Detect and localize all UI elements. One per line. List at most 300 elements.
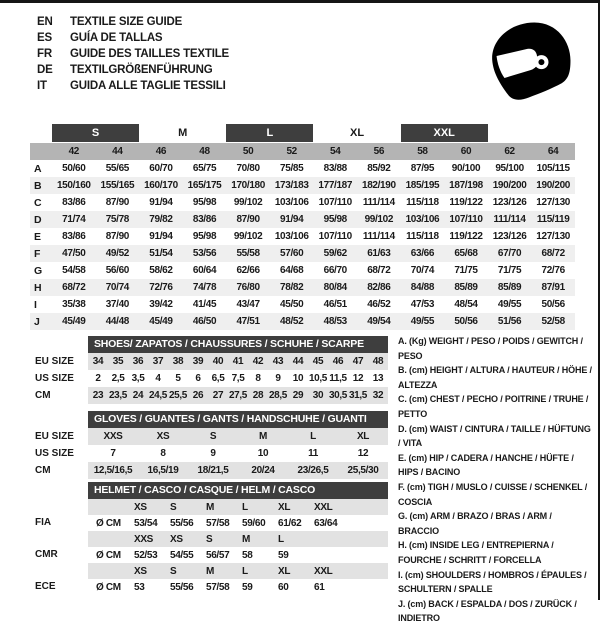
value-cell: 5 (175, 373, 181, 384)
shoes-size-table (30, 336, 388, 404)
value-cell: 30 (312, 390, 324, 401)
value-cell: 11 (308, 448, 318, 459)
value-cell: 10 (257, 448, 269, 459)
guide-title: GUIDE DES TAILLES TEXTILE (70, 48, 229, 60)
measurement-cell: 49/55 (497, 299, 522, 310)
value-cell: 18/21,5 (197, 465, 229, 476)
measurement-cell: 115/118 (406, 197, 439, 208)
row-label: FIA (35, 517, 52, 528)
value-cell: 25,5 (168, 390, 188, 401)
measurement-cell: 95/98 (323, 214, 347, 225)
size-number-cell: 48 (199, 146, 210, 157)
measurement-cell: 84/88 (410, 282, 435, 293)
value-cell: 27,5 (228, 390, 248, 401)
value-cell: 55/56 (170, 581, 194, 593)
measurement-cell: 83/88 (323, 163, 347, 174)
value-cell: 11,5 (329, 373, 347, 384)
row-label (30, 499, 88, 515)
value-cell: 29 (292, 390, 304, 401)
measurement-cell: 45/49 (149, 316, 173, 327)
value-cell: 44 (292, 356, 304, 367)
section-title: HELMET / CASCO / CASQUE / HELM / CASCO (94, 484, 316, 496)
measurement-cell: 62/66 (236, 265, 260, 276)
measurement-cell: 49/52 (105, 248, 129, 259)
section-title: GLOVES / GUANTES / GANTS / HANDSCHUHE / GUANTI (94, 413, 367, 425)
row-values (88, 370, 388, 387)
unit-label: Ø CM (96, 581, 121, 593)
value-cell: S (206, 533, 213, 545)
value-cell: 37 (152, 356, 164, 367)
measurement-cell: 55/65 (105, 163, 129, 174)
value-cell: 54/55 (170, 549, 194, 561)
measurement-cell: 63/66 (410, 248, 435, 259)
measurement-cell: 70/80 (236, 163, 260, 174)
sub-table-row (30, 462, 388, 479)
size-number-cell: 60 (460, 146, 472, 157)
measurement-cell: 107/110 (318, 231, 352, 242)
sub-table-row (30, 353, 388, 370)
size-number-cell: 62 (504, 146, 515, 157)
value-cell: 24,5 (148, 390, 168, 401)
measurement-row (30, 228, 575, 245)
language-code: EN (37, 16, 53, 28)
measurement-cell: 103/106 (274, 197, 309, 208)
measurement-cell: 82/86 (367, 282, 391, 293)
sub-table-row (30, 579, 388, 595)
measurement-cell: 87/90 (236, 214, 260, 225)
value-cell: 26 (192, 390, 204, 401)
measurement-cell: 68/72 (62, 282, 86, 293)
size-number-cell: 64 (547, 146, 559, 157)
measurement-cell: 170/180 (231, 180, 265, 191)
sub-table-row (30, 370, 388, 387)
value-cell: 6,5 (211, 373, 225, 384)
value-cell: 10 (292, 373, 304, 384)
measurement-cell: 39/42 (149, 299, 173, 310)
size-group-cell: XXL (401, 124, 488, 142)
guide-title: TEXTILE SIZE GUIDE (70, 16, 183, 28)
measurement-cell: 85/89 (454, 282, 478, 293)
sub-table-row (30, 515, 388, 531)
measurement-cell: 111/114 (493, 214, 526, 225)
value-cell: 58 (242, 549, 253, 561)
measurement-cell: 35/38 (62, 299, 86, 310)
size-number-cell: 58 (417, 146, 428, 157)
legend-item: F. (cm) TIGH / MUSLO / CUISSE / SCHENKEL / COSCIA (398, 481, 588, 507)
measurement-cell: 45/50 (280, 299, 304, 310)
legend-item: J. (cm) BACK / ESPALDA / DOS / ZURÜCK / INDIETRO (398, 598, 577, 624)
measurement-cell: 71/74 (62, 214, 86, 225)
row-label (30, 531, 88, 547)
measurement-cell: 72/76 (149, 282, 173, 293)
measurement-cell: 66/70 (323, 265, 347, 276)
value-cell: 31,5 (348, 390, 368, 401)
value-cell: 41 (232, 356, 244, 367)
measurement-row (30, 296, 575, 313)
measurement-cell: 182/190 (361, 180, 396, 191)
row-letter-label: F (34, 247, 41, 260)
row-values (88, 515, 388, 531)
measurement-cell: 127/130 (536, 231, 570, 242)
value-cell: 9 (275, 373, 281, 384)
section-header-bar (88, 336, 388, 353)
legend-item: A. (Kg) WEIGHT / PESO / POIDS / GEWITCH / PESO (398, 336, 583, 361)
value-cell: 8 (160, 448, 166, 459)
value-cell: M (206, 565, 214, 577)
sub-table-row (30, 387, 388, 404)
legend-item: G. (cm) ARM / BRAZO / BRAS / ARM / BRACCIO (398, 511, 552, 536)
value-cell: 20/24 (251, 465, 275, 476)
value-cell: 16,5/19 (147, 465, 179, 476)
value-cell: 24 (132, 390, 144, 401)
measurement-cell: 70/74 (105, 282, 129, 293)
legend-item: I. (cm) SHOULDERS / HOMBROS / ÉPAULES / SCHULTERN / SPALLE (398, 569, 587, 595)
value-cell: 8 (255, 373, 261, 384)
size-group-row (30, 124, 575, 142)
measurement-cell: 150/160 (56, 180, 91, 191)
measurement-cell: 111/114 (362, 197, 395, 208)
value-cell: 46 (332, 356, 344, 367)
value-cell: M (242, 533, 250, 545)
measurement-cell: 91/94 (149, 197, 173, 208)
measurement-cell: 99/102 (364, 214, 394, 225)
row-letter-label: I (34, 298, 37, 311)
measurement-cell: 107/110 (318, 197, 352, 208)
value-cell: 12,5/16,5 (93, 465, 133, 476)
measurement-cell: 123/126 (492, 197, 527, 208)
value-cell: 7 (110, 448, 116, 459)
language-row (37, 78, 229, 94)
section-title: SHOES/ ZAPATOS / CHAUSSURES / SCHUHE / SCARPE (94, 338, 364, 350)
measurement-cell: 87/90 (105, 231, 129, 242)
value-cell: 30,5 (328, 390, 348, 401)
measurement-cell: 54/58 (62, 265, 86, 276)
measurement-cell: 115/118 (406, 231, 439, 242)
guide-title: GUIDA ALLE TAGLIE TESSILI (70, 80, 226, 92)
language-code: ES (37, 32, 52, 44)
measurement-cell: 119/122 (449, 197, 483, 208)
value-cell: 59 (278, 549, 289, 561)
value-cell: 28 (252, 390, 264, 401)
value-cell: 6 (195, 373, 201, 384)
row-values (88, 563, 388, 579)
value-cell: 34 (92, 356, 104, 367)
value-cell: 52/53 (134, 549, 158, 561)
measurement-cell: 83/86 (192, 214, 217, 225)
value-cell: S (170, 565, 177, 577)
measurement-cell: 50/56 (454, 316, 478, 327)
language-title-list (37, 14, 229, 94)
value-cell: XS (170, 533, 183, 545)
value-cell: 9 (210, 448, 216, 459)
value-cell: 10,5 (308, 373, 328, 384)
value-cell: XS (156, 431, 170, 442)
row-label: CMR (35, 549, 58, 560)
row-letter-label: B (34, 179, 42, 192)
row-letter-label: C (34, 196, 42, 209)
value-cell: 59 (242, 581, 253, 593)
value-cell: XXL (314, 565, 333, 577)
value-cell: S (170, 501, 177, 513)
legend-item: C. (cm) CHEST / PECHO / POITRINE / TRUHE / PETTO (398, 394, 589, 419)
measurement-cell: 95/98 (192, 231, 217, 242)
measurement-cell: 95/100 (495, 163, 524, 174)
value-cell: 28,5 (268, 390, 288, 401)
measurement-cell: 173/183 (274, 180, 309, 191)
value-cell: 61 (314, 581, 325, 593)
measurement-cell: 71/75 (454, 265, 478, 276)
measurement-cell: 56/60 (105, 265, 129, 276)
size-number-cell: 46 (155, 146, 167, 157)
row-letter-label: J (34, 315, 40, 328)
value-cell: 35 (112, 356, 124, 367)
helmet-icon (486, 15, 574, 111)
measurement-cell: 87/91 (541, 282, 565, 293)
value-cell: 53/54 (134, 517, 158, 529)
row-label: CM (35, 390, 51, 401)
row-values (88, 353, 388, 370)
section-header-bar (88, 411, 388, 428)
measurement-cell: 115/119 (536, 214, 570, 225)
value-cell: 53 (134, 581, 145, 593)
measurement-cell: 87/95 (410, 163, 435, 174)
measurement-row (30, 313, 575, 330)
measurement-cell: 51/56 (497, 316, 522, 327)
legend-item: D. (cm) WAIST / CINTURA / TAILLE / HÜFTUNG / VITA (398, 423, 591, 449)
measurement-cell: 76/80 (236, 282, 260, 293)
value-cell: 48 (372, 356, 384, 367)
measurement-cell: 74/78 (192, 282, 217, 293)
value-cell: 45 (312, 356, 324, 367)
value-cell: XL (356, 431, 370, 442)
row-values (88, 531, 388, 547)
measurement-cell: 61/63 (367, 248, 391, 259)
unit-label: Ø CM (96, 549, 121, 561)
value-cell: 38 (172, 356, 184, 367)
value-cell: XXL (314, 501, 333, 513)
measurement-cell: 119/122 (449, 231, 483, 242)
measurement-cell: 60/70 (149, 163, 173, 174)
legend-item: E. (cm) HIP / CADERA / HANCHE / HÜFTE / HIPS / BACINO (398, 452, 574, 478)
row-letter-label: E (34, 230, 42, 243)
measurement-cell: 185/195 (405, 180, 440, 191)
size-group-cell: S (52, 124, 139, 142)
row-label: EU SIZE (35, 431, 74, 442)
measurement-cell: 105/115 (536, 163, 570, 174)
measurement-cell: 43/47 (236, 299, 260, 310)
measurement-row (30, 245, 575, 262)
measurement-legend (398, 334, 592, 626)
helmet-size-table (30, 482, 388, 595)
measurement-cell: 85/89 (497, 282, 522, 293)
language-row (37, 62, 229, 78)
measurement-row (30, 211, 575, 228)
measurement-cell: 71/75 (497, 265, 522, 276)
value-cell: 2,5 (111, 373, 125, 384)
measurement-cell: 52/58 (541, 316, 565, 327)
measurement-cell: 103/106 (405, 214, 440, 225)
size-number-cell: 52 (286, 146, 297, 157)
measurement-cell: 190/200 (492, 180, 527, 191)
size-number-row (30, 143, 575, 160)
measurement-cell: 67/70 (497, 248, 522, 259)
measurement-cell: 107/110 (449, 214, 483, 225)
measurement-cell: 95/98 (192, 197, 217, 208)
measurement-cell: 53/56 (192, 248, 217, 259)
sub-table-row (30, 499, 388, 515)
measurement-cell: 68/72 (367, 265, 391, 276)
value-cell: 59/60 (242, 517, 266, 529)
unit-label: Ø CM (96, 517, 121, 529)
value-cell: 12 (357, 448, 369, 459)
sub-table-row (30, 547, 388, 563)
measurement-cell: 64/68 (280, 265, 304, 276)
measurement-cell: 48/53 (323, 316, 347, 327)
value-cell: 23/26,5 (297, 465, 329, 476)
measurement-cell: 80/84 (323, 282, 347, 293)
measurement-cell: 44/48 (105, 316, 129, 327)
value-cell: 55/56 (170, 517, 194, 529)
row-letter-label: A (34, 162, 42, 175)
size-number-cell: 44 (112, 146, 123, 157)
value-cell: 39 (192, 356, 204, 367)
value-cell: 13 (372, 373, 384, 384)
measurement-cell: 91/94 (149, 231, 173, 242)
measurement-cell: 90/100 (451, 163, 481, 174)
measurement-cell: 47/51 (236, 316, 260, 327)
sub-table-row (30, 428, 388, 445)
measurement-cell: 49/54 (367, 316, 391, 327)
value-cell: 63/64 (314, 517, 338, 529)
measurement-cell: 190/200 (536, 180, 570, 191)
measurement-cell: 83/86 (62, 231, 86, 242)
value-cell: 23,5 (108, 390, 128, 401)
size-group-cell (488, 124, 532, 142)
measurement-cell: 83/86 (62, 197, 86, 208)
row-label: EU SIZE (35, 356, 74, 367)
value-cell: M (206, 501, 214, 513)
row-letter-label: G (34, 264, 43, 277)
size-group-cell: M (178, 127, 188, 139)
measurement-cell: 78/82 (280, 282, 304, 293)
value-cell: XXS (134, 533, 153, 545)
value-cell: 60 (278, 581, 289, 593)
measurement-row (30, 262, 575, 279)
language-row (37, 46, 229, 62)
row-values (88, 428, 388, 445)
row-label (30, 563, 88, 579)
measurement-cell: 65/68 (454, 248, 478, 259)
gloves-size-table (30, 411, 388, 479)
measurement-cell: 41/45 (192, 299, 217, 310)
row-letter-label: H (34, 281, 42, 294)
value-cell: 27 (212, 390, 224, 401)
measurement-cell: 58/62 (149, 265, 173, 276)
value-cell: XXS (103, 431, 123, 442)
measurement-cell: 160/170 (144, 180, 178, 191)
measurement-cell: 50/56 (541, 299, 565, 310)
value-cell: 40 (212, 356, 224, 367)
measurement-cell: 51/54 (149, 248, 173, 259)
value-cell: XS (134, 565, 147, 577)
measurement-cell: 72/76 (541, 265, 565, 276)
measurement-cell: 103/106 (274, 231, 309, 242)
value-cell: 57/58 (206, 581, 230, 593)
size-number-cell: 50 (242, 146, 254, 157)
legend-item: B. (cm) HEIGHT / ALTURA / HAUTEUR / HÖHE / ALTEZZA (398, 365, 592, 390)
row-label: ECE (35, 581, 56, 592)
measurement-row (30, 279, 575, 296)
value-cell: M (259, 431, 267, 442)
section-header-bar (88, 482, 388, 499)
measurement-cell: 127/130 (536, 197, 570, 208)
value-cell: 25,5/30 (347, 465, 379, 476)
measurement-cell: 187/198 (449, 180, 483, 191)
measurement-cell: 177/187 (318, 180, 353, 191)
row-label: US SIZE (35, 373, 74, 384)
measurement-row (30, 194, 575, 211)
row-values (88, 445, 388, 462)
language-code: DE (37, 64, 53, 76)
measurement-cell: 48/54 (454, 299, 478, 310)
row-values (88, 462, 388, 479)
size-group-cell: L (226, 124, 313, 142)
measurement-cell: 49/55 (410, 316, 435, 327)
value-cell: L (242, 565, 248, 577)
value-cell: 36 (132, 356, 144, 367)
value-cell: L (242, 501, 248, 513)
size-group-cell: XL (350, 127, 365, 139)
measurement-cell: 50/60 (62, 163, 86, 174)
value-cell: XS (134, 501, 147, 513)
sub-table-row (30, 563, 388, 579)
row-values (88, 499, 388, 515)
measurement-cell: 45/49 (62, 316, 86, 327)
value-cell: 2 (95, 373, 101, 384)
measurement-cell: 68/72 (541, 248, 565, 259)
measurement-cell: 79/82 (149, 214, 173, 225)
measurement-cell: 46/50 (192, 316, 217, 327)
value-cell: 47 (352, 356, 364, 367)
measurement-cell: 37/40 (105, 299, 129, 310)
value-cell: 7,5 (231, 373, 245, 384)
measurement-row (30, 160, 575, 177)
value-cell: 4 (155, 373, 161, 384)
value-cell: 23 (92, 390, 104, 401)
language-row (37, 30, 229, 46)
measurement-cell: 87/90 (105, 197, 129, 208)
measurement-cell: 99/102 (233, 197, 263, 208)
measurement-cell: 123/126 (492, 231, 527, 242)
measurement-cell: 60/64 (192, 265, 217, 276)
value-cell: 42 (252, 356, 264, 367)
measurement-cell: 47/50 (62, 248, 86, 259)
measurement-cell: 91/94 (280, 214, 304, 225)
measurement-cell: 48/52 (280, 316, 304, 327)
value-cell: 12 (352, 373, 364, 384)
measurement-cell: 75/85 (280, 163, 304, 174)
measurement-row (30, 177, 575, 194)
value-cell: XL (278, 565, 291, 577)
measurement-cell: 99/102 (233, 231, 263, 242)
legend-item: H. (cm) INSIDE LEG / ENTREPIERNA / FOURCHE / SCHRITT / FORCELLA (398, 540, 554, 565)
sub-table-row (30, 445, 388, 462)
value-cell: S (209, 431, 217, 442)
textile-size-table (30, 124, 575, 330)
row-values (88, 547, 388, 563)
row-label: CM (35, 465, 51, 476)
row-letter-label: D (34, 213, 42, 226)
